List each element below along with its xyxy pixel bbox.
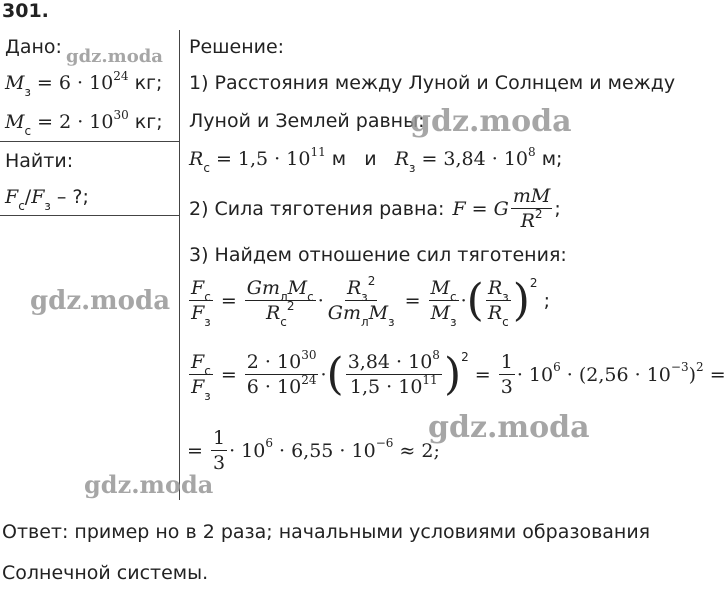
step1-line2: Луной и Землей равны: (189, 110, 425, 132)
step2-line: 2) Сила тяготения равна: F = G $\frac{mM}{R^2}$ ; (189, 185, 561, 232)
given-solution-divider (179, 30, 180, 500)
step1-line1: 1) Расстояния между Луной и Солнцем и между (189, 72, 676, 94)
watermark: gdz.moda (84, 470, 214, 499)
find-target: $F_с/F_з$ – ?; (5, 186, 89, 213)
watermark: gdz.moda (66, 46, 163, 67)
step2-label: 2) Сила тяготения равна: (189, 197, 445, 220)
watermark: gdz.moda (428, 410, 590, 445)
find-bottom-divider (0, 215, 179, 216)
watermark: gdz.moda (30, 286, 171, 316)
step3-label: 3) Найдем отношение сил тяготения: (189, 244, 567, 266)
watermark: gdz.moda (410, 104, 572, 139)
solution-title: Решение: (189, 36, 285, 58)
ratio-formula: $\frac{F_с}{F_з}$ = $\frac{Gm_лM_с}{R_с^2}$ · $\frac{R_з^2}{Gm_лM_з}$ = $\frac{M_с}{M_з}$ · ( $\frac{R_з}{R_с}$ ) 2 ; (191, 273, 551, 329)
distances-line: $R_с = 1,5 \cdot 10^{11}$ м и $R_з = 3,84 \cdot 10^8$ м; (189, 144, 563, 175)
given-mass-sun: $M_с = 2 \cdot 10^{30}$ кг; (5, 107, 163, 138)
result-line: = $\frac{1}{3}$ · $10^6 \cdot 6,55 \cdot 10^{-6} \approx 2$; (187, 427, 440, 474)
answer-line1: Ответ: пример но в 2 раза; начальными условиями образования (2, 521, 651, 543)
numeric-formula: $\frac{F_с}{F_з}$ = $\frac{2 \cdot 10^{30}}{6 \cdot 10^{24}}$ · ( $\frac{3,84 \cdot 10^8}{1,5 \cdot 10^{11}}$ ) 2 = $\frac{1}{3}$ · $10^6 \cdot (2,56 \cdot 10^{-3})^2$ = (191, 347, 726, 403)
given-title: Дано: (5, 36, 62, 58)
answer-line2: Солнечной системы. (2, 562, 209, 584)
find-title: Найти: (5, 150, 74, 172)
problem-number: 301. (2, 0, 49, 22)
given-mass-earth: $M_з = 6 \cdot 10^{24}$ кг; (5, 68, 163, 99)
given-find-divider (0, 141, 179, 142)
